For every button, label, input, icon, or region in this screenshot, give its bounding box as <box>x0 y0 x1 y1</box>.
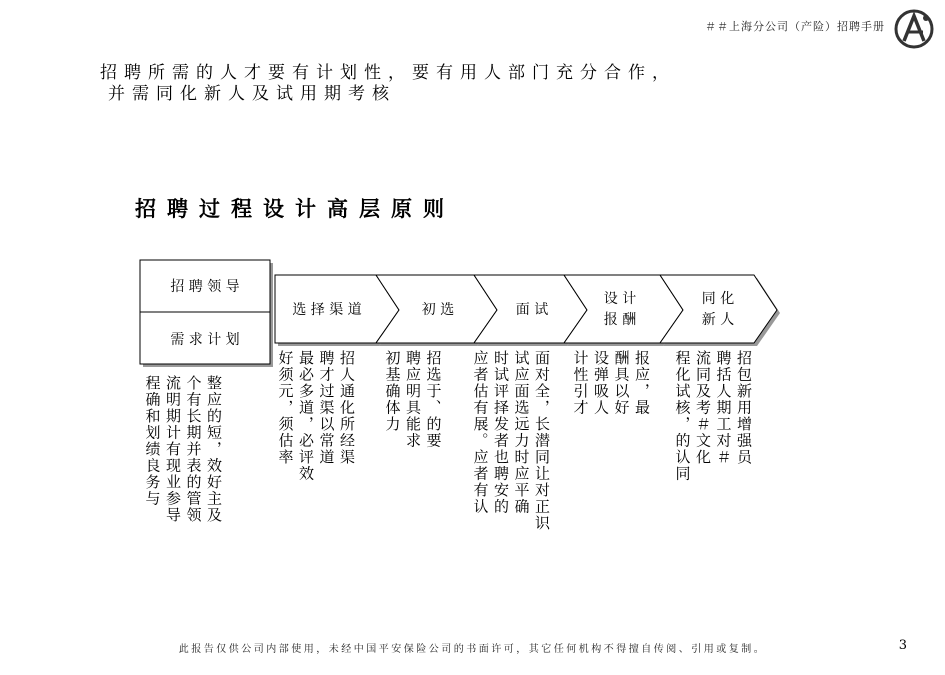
svg-text:设 计: 设 计 <box>603 291 637 307</box>
desc-design-pay: 报应，最 酬具以好 设弹吸人 计性引才 <box>571 350 651 416</box>
svg-text:初 选: 初 选 <box>421 302 455 318</box>
leader-box <box>140 260 270 364</box>
svg-text:面 试: 面 试 <box>515 302 549 318</box>
intro-line-1: 招聘所需的人才要有计划性，要有用人部门充分合作， <box>100 63 676 83</box>
desc-interview: 面对全，长潜同让对正识 试应面选远力时应平确 时试评择发者也聘安的 应者估有展。应者有认 <box>471 350 551 532</box>
footer-disclaimer: 此报告仅供公司内部使用，未经中国平安保险公司的书面许可，其它任何机构不得擅自传阅、引用或复制。 <box>178 644 767 655</box>
svg-text:报 酬: 报 酬 <box>603 312 637 328</box>
desc-select-channel: 招人通化所经渠 聘才过渠以常道 最必多道，必评效 好须元，须估率 <box>276 350 356 482</box>
page-number: 3 <box>898 638 907 653</box>
box-label-leader: 招 聘 领 导 <box>170 279 240 295</box>
desc-initial-screening: 招选于、的要 聘应明具能求 初基确体力 <box>383 350 443 449</box>
svg-text:同 化: 同 化 <box>701 291 735 307</box>
svg-text:选 择 渠 道: 选 择 渠 道 <box>292 302 362 318</box>
desc-leader-plan: 整应的短，效好主及 个有长期并表的管领 流明期计有现业参导 程确和划绩良务与 <box>143 375 223 524</box>
svg-text:新 人: 新 人 <box>701 312 735 328</box>
header-title: ＃＃上海分公司（产险）招聘手册 <box>705 20 885 33</box>
section-title: 招聘过程设计高层原则 <box>135 196 455 221</box>
step-select-channel <box>275 275 399 343</box>
intro-line-2: 并需同化新人及试用期考核 <box>108 84 396 104</box>
desc-assimilate-new-hires: 招包新用增强员 聘括人期工对＃ 流同及考＃文化 程化试核，的认同 <box>673 350 753 482</box>
company-logo-icon <box>893 8 935 50</box>
box-label-plan: 需 求 计 划 <box>170 332 240 348</box>
